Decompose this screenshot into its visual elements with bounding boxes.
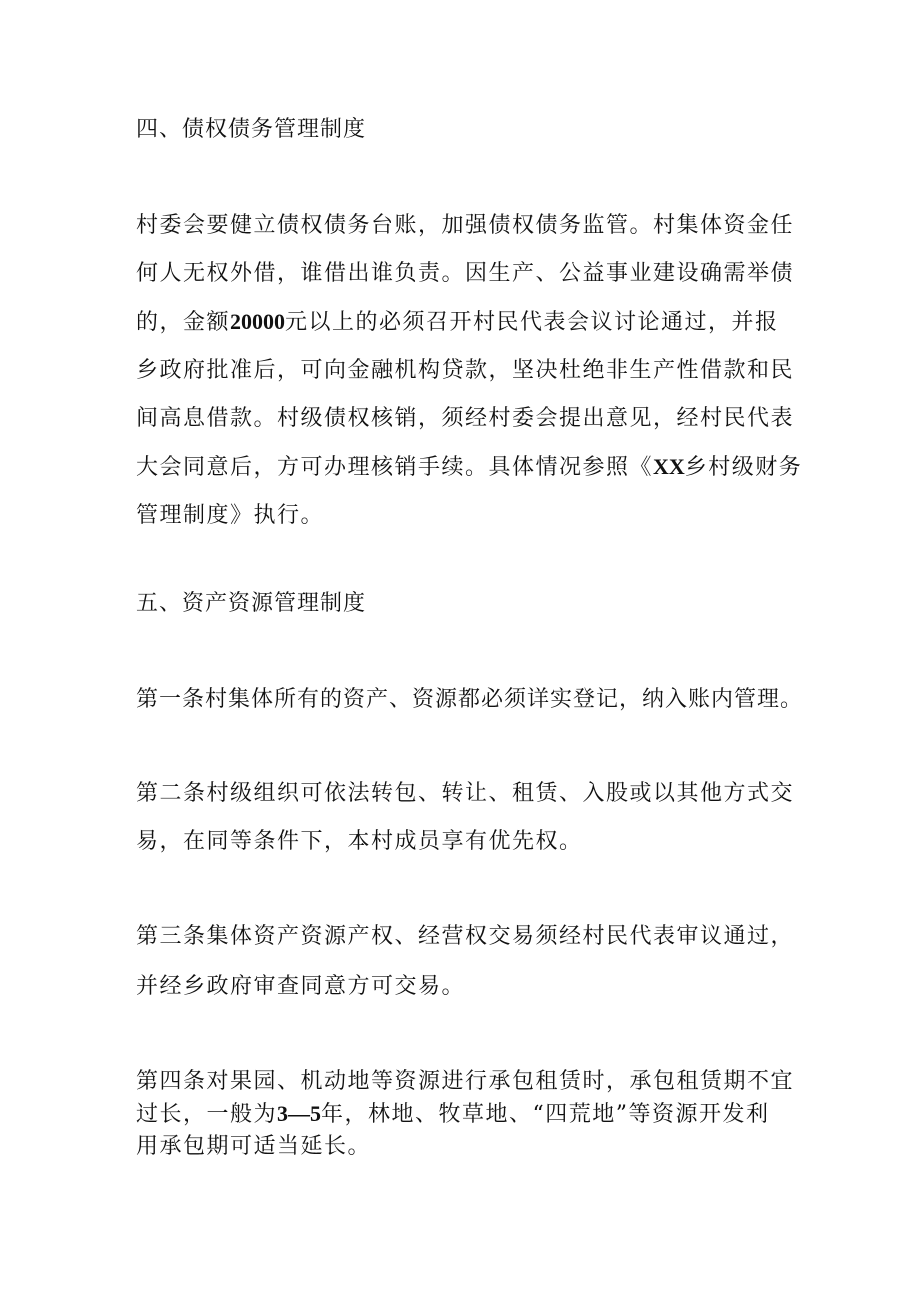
text-segment: 过长，一般为: [136, 1102, 278, 1127]
text-line: 第一条村集体所有的资产、资源都必须详实登记，纳入账内管理。: [136, 687, 804, 712]
text-line: 村委会要健立债权债务台账，加强债权债务监管。村集体资金任: [136, 213, 795, 238]
text-line: 第二条村级组织可依法转包、转让、租赁、入股或以其他方式交: [136, 781, 795, 806]
article-2: [136, 770, 812, 866]
amount-value: 20000: [230, 309, 286, 334]
paragraph-debt-management: [136, 202, 812, 540]
text-line: [136, 443, 812, 492]
text-line: 间高息借款。村级债权核销，须经村委会提出意见，经村民代表: [136, 406, 795, 431]
text-line: 第三条集体资产资源产权、经营权交易须经村民代表审议通过，: [136, 924, 795, 949]
section-heading-asset-management: 五、资产资源管理制度: [136, 591, 367, 616]
text-line: 用承包期可适当延长。: [136, 1134, 372, 1159]
text-segment: 乡村级财务: [684, 455, 803, 480]
article-1: [136, 676, 812, 724]
text-line: 何人无权外借，谁借出谁负责。因生产、公益事业建设确需举债: [136, 261, 795, 286]
section-heading-debt-management: 四、债权债务管理制度: [136, 117, 367, 142]
text-segment: 的，金额: [136, 310, 231, 335]
article-4: [136, 1066, 812, 1163]
text-segment: 年，林地、牧草地、“四荒地”等资源开发利: [321, 1102, 770, 1127]
text-line: 易，在同等条件下，本村成员享有优先权。: [136, 829, 583, 854]
text-segment: 大会同意后，方可办理核销手续。具体情况参照《: [136, 455, 654, 480]
term-range: 3—5: [277, 1101, 322, 1126]
text-line: [136, 298, 812, 347]
text-line: 乡政府批准后，可向金融机构贷款，坚决杜绝非生产性借款和民: [136, 358, 795, 383]
article-3: [136, 912, 812, 1012]
text-line: [136, 1098, 812, 1131]
text-line: 并经乡政府审查同意方可交易。: [136, 974, 466, 999]
placeholder-name: XX: [653, 454, 685, 479]
text-segment: 元以上的必须召开村民代表会议讨论通过，并报: [285, 310, 779, 335]
text-line: 管理制度》执行。: [136, 503, 325, 528]
text-line: 第四条对果园、机动地等资源进行承包租赁时，承包租赁期不宜: [136, 1069, 795, 1094]
